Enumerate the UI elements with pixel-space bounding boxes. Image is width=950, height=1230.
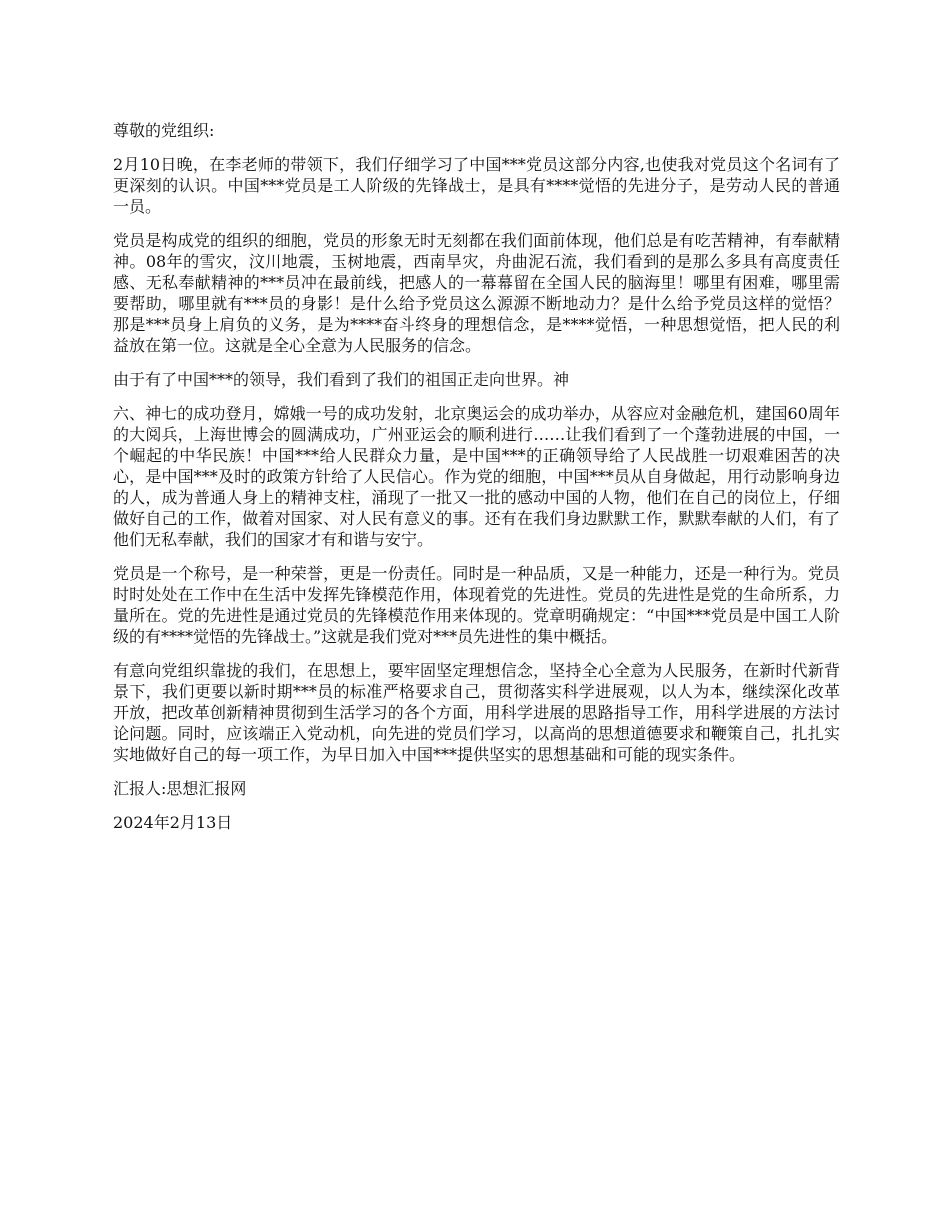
paragraph-1: 2月10日晚，在李老师的带领下，我们仔细学习了中国***党员这部分内容,也使我对党员这个名词有了更深刻的认识。中国***党员是工人阶级的先锋战士，是具有****觉悟的先进分子，是劳动人民的普通一员。 <box>113 155 840 216</box>
document-body <box>113 120 840 846</box>
salutation: 尊敬的党组织: <box>113 121 215 140</box>
paragraph-5: 党员是一个称号，是一种荣誉，更是一份责任。同时是一种品质，又是一种能力，还是一种行为。党员时时处处在工作中在生活中发挥先锋模范作用，体现着党的先进性。党员的先进性是党的生命所系，力量所在。党的先进性是通过党员的先锋模范作用来体现的。党章明确规定：“中国***党员是中国工人阶级的有****觉悟的先锋战士。”这就是我们党对***员先进性的集中概括。 <box>113 564 840 646</box>
paragraph-6: 有意向党组织靠拢的我们，在思想上，要牢固坚定理想信念，坚持全心全意为人民服务，在新时代新背景下，我们更要以新时期***员的标准严格要求自己，贯彻落实科学进展观，以人为本，继续深化改革开放，把改革创新精神贯彻到生活学习的各个方面，用科学进展的思路指导工作，用科学进展的方法讨论问题。同时，应该端正入党动机，向先进的党员们学习，以高尚的思想道德要求和鞭策自己，扎扎实实地做好自己的每一项工作，为早日加入中国***提供坚实的思想基础和可能的现实条件。 <box>113 661 840 764</box>
signature: 汇报人:思想汇报网 <box>113 779 247 798</box>
date: 2024年2月13日 <box>113 813 233 832</box>
paragraph-3: 由于有了中国***的领导，我们看到了我们的祖国正走向世界。神 <box>113 370 570 389</box>
paragraph-4: 六、神七的成功登月，嫦娥一号的成功发射，北京奥运会的成功举办，从容应对金融危机，建国60周年的大阅兵，上海世博会的圆满成功，广州亚运会的顺利进行……让我们看到了一个蓬勃进展的中国，一个崛起的中华民族！中国***给人民群众力量，是中国***的正确领导给了人民战胜一切艰难困苦的决心，是中国***及时的政策方针给了人民信心。作为党的细胞，中国***员从自身做起，用行动影响身边的人，成为普通人身上的精神支柱，涌现了一批又一批的感动中国的人物，他们在自己的岗位上，仔细做好自己的工作，做着对国家、对人民有意义的事。还有在我们身边默默工作，默默奉献的人们，有了他们无私奉献，我们的国家才有和谐与安宁。 <box>113 404 840 549</box>
paragraph-2: 党员是构成党的组织的细胞，党员的形象无时无刻都在我们面前体现，他们总是有吃苦精神，有奉献精神。08年的雪灾，汶川地震，玉树地震，西南旱灾，舟曲泥石流，我们看到的是那么多具有高度责任感、无私奉献精神的***员冲在最前线，把感人的一幕幕留在全国人民的脑海里！哪里有困难，哪里需要帮助，哪里就有***员的身影！是什么给予党员这么源源不断地动力？是什么给予党员这样的觉悟？那是***员身上肩负的义务，是为****奋斗终身的理想信念，是****觉悟，一种思想觉悟，把人民的利益放在第一位。这就是全心全意为人民服务的信念。 <box>113 231 840 355</box>
